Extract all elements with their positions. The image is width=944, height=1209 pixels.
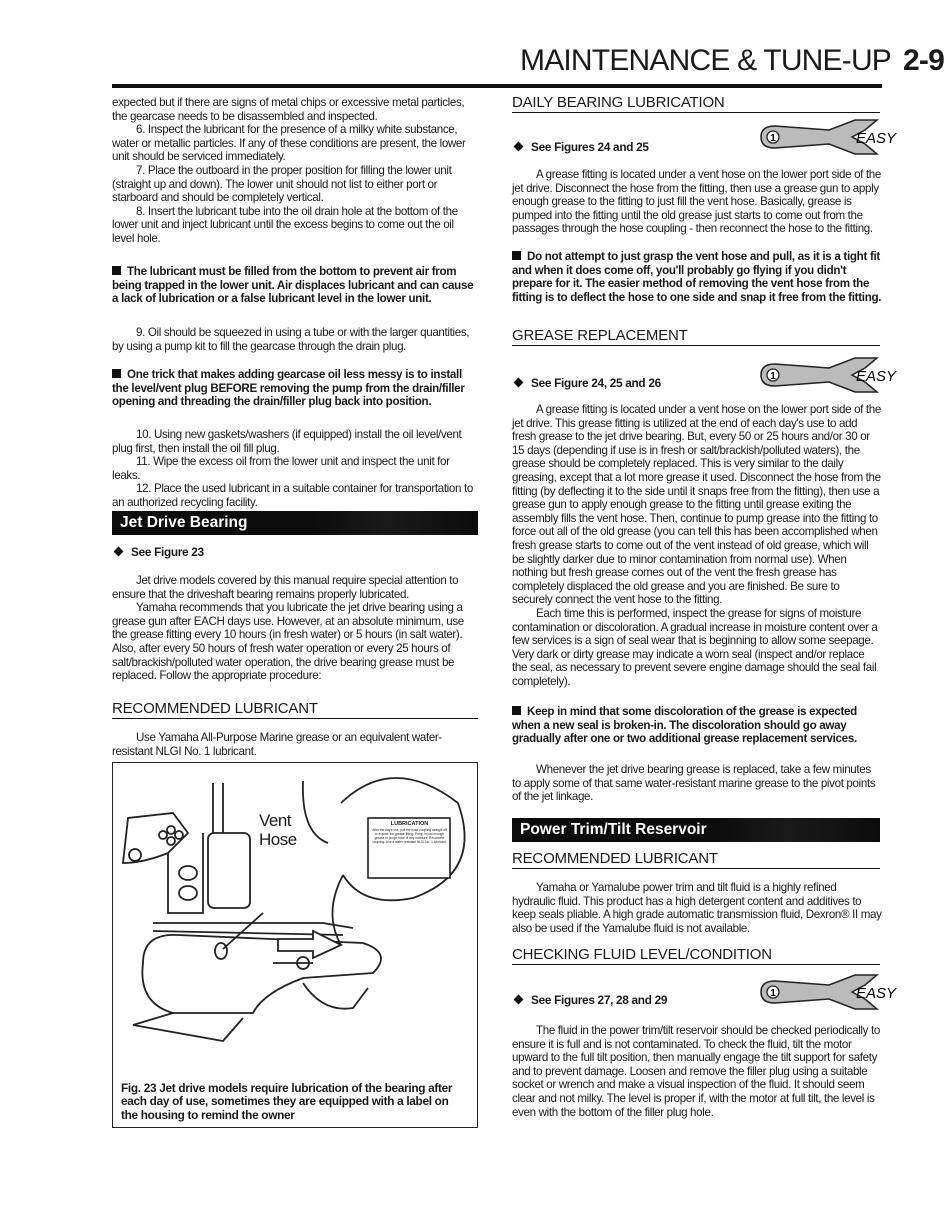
note-text: Do not attempt to just grasp the vent hose and pull, as it is a tight fit and when it does come off, you'll probably go flying if you didn't prepare for it. The easier method of removing the vent hose from the fitting is to deflect the hose to one side and snap it free from the fitting. xyxy=(512,250,882,304)
paragraph: Yamaha or Yamalube power trim and tilt fluid is a highly refined hydraulic fluid. This product has a high detergent content and additives to keep seals pliable. A high grade automatic transmission fluid, Dexron® II may also be used if the Yamalube fluid is not available. xyxy=(512,881,882,935)
see-figure-text: See Figure 24, 25 and 26 xyxy=(531,376,661,390)
page-number: 2-9 xyxy=(903,44,944,77)
diamond-icon xyxy=(514,142,524,152)
callout-vent: Vent xyxy=(259,811,292,830)
svg-text:1: 1 xyxy=(770,133,776,144)
paragraph: Yamaha recommends that you lubricate the jet drive bearing using a grease gun after EACH days use. However, at an absolute minimum, use the grease fitting every 10 hours (in fresh water) or 5 hours (in salt water). Also, after every 50 hours of fresh water operation or every 25 hours of salt/brackish/polluted water operation, the drive bearing grease must be replaced. Follow the appropriate procedure: xyxy=(112,601,464,683)
note-square-icon xyxy=(112,266,121,275)
trim-fluid-text xyxy=(512,881,882,935)
paragraph: Each time this is performed, inspect the grease for signs of moisture contamination or discoloration. A gradual increase in moisture content over a few services is a sign of seal wear that is beginning to allow some seepage. Very dark or dirty grease may indicate a worn seal (inspect and/or replace the seal, as necessary to prevent severe engine damage should the seal fail completely). xyxy=(512,606,878,688)
jet-drive-illustration xyxy=(113,763,477,1063)
see-figures xyxy=(512,140,649,154)
section-banner-power-trim: Power Trim/Tilt Reservoir xyxy=(512,818,880,842)
step-6: 6. Inspect the lubricant for the presence of a milky white substance, water or metallic particles. If any of these conditions are present, the lower unit should be serviced immediately. xyxy=(112,123,466,164)
see-figures xyxy=(512,376,661,390)
label-title: LUBRICATION xyxy=(390,821,429,827)
note-square-icon xyxy=(512,706,521,715)
svg-text:EASY: EASY xyxy=(856,985,897,1002)
checking-text xyxy=(512,1024,882,1119)
step-9-text: 9. Oil should be squeezed in using a tube or with the larger quantities, by using a pump kit to fill the gearcase through the drain plug. xyxy=(112,326,470,353)
subheading-daily-bearing-lubrication: DAILY BEARING LUBRICATION xyxy=(512,94,880,113)
step-7: 7. Place the outboard in the proper position for filling the lower unit (straight up and down). The lower unit should not list to either port or starboard and should be completely vertical. xyxy=(112,163,452,205)
see-figure-text: See Figures 24 and 25 xyxy=(531,140,649,154)
figure-caption: Fig. 23 Jet drive models require lubrication of the bearing after each day of use, sometimes they are equipped with a label on the housing to remind the owner xyxy=(121,1080,453,1123)
steps-5-8 xyxy=(112,96,478,246)
easy-wrench-badge xyxy=(757,973,897,1011)
diamond-icon xyxy=(514,995,524,1005)
see-figure-text: See Figures 27, 28 and 29 xyxy=(531,993,668,1007)
grease-replacement-text xyxy=(512,403,882,688)
paragraph: Use Yamaha All-Purpose Marine grease or an equivalent water-resistant NLGI No. 1 lubricant. xyxy=(112,731,442,758)
subheading-recommended-lubricant: RECOMMENDED LUBRICANT xyxy=(512,850,880,869)
note-vent-hose xyxy=(512,250,882,304)
step-11: 11. Wipe the excess oil from the lower unit and inspect the unit for leaks. xyxy=(112,455,450,482)
subheading-checking-fluid: CHECKING FLUID LEVEL/CONDITION xyxy=(512,946,880,965)
see-figure-text: See Figure 23 xyxy=(131,545,204,559)
vent-hose-callout xyxy=(259,811,297,849)
step-9 xyxy=(112,326,478,353)
callout-hose: Hose xyxy=(259,830,297,849)
svg-text:EASY: EASY xyxy=(856,368,897,385)
lubrication-label xyxy=(371,821,448,844)
note-text: One trick that makes adding gearcase oil less messy is to install the level/vent plug BEFORE removing the pump from the drain/filler opening and threading the drain/filler plug back into position. xyxy=(112,368,465,409)
section-banner-jet-drive: Jet Drive Bearing xyxy=(112,511,478,535)
step-8: 8. Insert the lubricant tube into the oil drain hole at the bottom of the lower unit and inject lubricant until the excess begins to come out the oil level hole. xyxy=(112,204,458,245)
steps-10-12 xyxy=(112,428,478,510)
paragraph: The fluid in the power trim/tilt reservoir should be checked periodically to ensure it is full and is not contaminated. To check the fluid, tilt the motor upward to the full tilt position, then manually engage the tilt support for safety and to prevent damage. Loosen and remove the filler plug using a suitable socket or wrench and make a visual inspection of the fluid. It should seem clear and not milky. The level is proper if, with the motor at full tilt, the level is even with the bottom of the filler plug hole. xyxy=(512,1024,880,1119)
note-text: Keep in mind that some discoloration of the grease is expected when a new seal is broken-in. The discoloration should go away gradually after one or two additional grease replacement services. xyxy=(512,705,857,746)
see-figure xyxy=(112,545,204,559)
easy-wrench-badge xyxy=(757,356,897,394)
linkage-text xyxy=(512,763,882,804)
see-figures xyxy=(512,993,667,1007)
svg-text:1: 1 xyxy=(770,988,776,999)
chapter-title: MAINTENANCE & TUNE-UP xyxy=(520,44,892,77)
note-fill-bottom xyxy=(112,265,478,306)
paragraph: Jet drive models covered by this manual require special attention to ensure that the driveshaft bearing remains properly lubricated. xyxy=(112,574,459,601)
diamond-icon xyxy=(514,378,524,388)
daily-text xyxy=(512,168,882,236)
lubricant-text xyxy=(112,731,478,758)
note-discoloration xyxy=(512,705,882,746)
paragraph: expected but if there are signs of metal chips or excessive metal particles, the gearcase needs to be disassembled and inspected. xyxy=(112,96,465,123)
page-header xyxy=(520,44,944,78)
subheading-recommended-lubricant: RECOMMENDED LUBRICANT xyxy=(112,700,478,719)
note-square-icon xyxy=(512,251,521,260)
step-10: 10. Using new gaskets/washers (if equipped) install the oil level/vent plug first, then install the oil fill plug. xyxy=(112,428,462,455)
note-square-icon xyxy=(112,369,121,378)
step-12: 12. Place the used lubricant in a suitable container for transportation to an authorized recycling facility. xyxy=(112,482,473,509)
figure-23 xyxy=(112,762,478,1128)
paragraph: Whenever the jet drive bearing grease is replaced, take a few minutes to apply some of that same water-resistant marine grease to the pivot points of the jet linkage. xyxy=(512,763,876,804)
header-rule xyxy=(112,84,882,88)
subheading-grease-replacement: GREASE REPLACEMENT xyxy=(512,327,880,346)
note-trick xyxy=(112,368,478,409)
svg-text:1: 1 xyxy=(770,371,776,382)
paragraph: A grease fitting is located under a vent hose on the lower port side of the jet drive. This grease fitting is utilized at the end of each day's use to add fresh grease to the jet drive bearing. But, every 50 or 25 hours and/or 30 or 15 days (depending if use is in fresh or salt/brackish/polluted waters), the grease should be completely replaced. This is very similar to the daily greasing, except that a lot more grease it used. Disconnect the hose from the fitting (by deflecting it to the side until it snaps free from the fitting), then use a grease gun to apply enough grease to the fitting until grease exiting the assembly fills the vent hose. Then, continue to pump grease into the fitting to force out all of the old grease (you can tell this has been accomplished when fresh grease starts to come out of the vent instead of old grease, which will be slightly darker due to minor contamination from normal use). When nothing but fresh grease comes out of the vent the fresh grease has completely displaced the old grease and you are finished. Be sure to securely connect the vent hose to the fitting. xyxy=(512,403,881,607)
label-text: After the day's use, pull the hose coupling straight off to expose the grease fitting. Pump in just enough grease to purge hose of any moisture. Reconnect coupling. Use a water-resistant NLGI No. 1 lubricant. xyxy=(372,828,447,844)
svg-text:EASY: EASY xyxy=(856,130,897,147)
easy-wrench-badge xyxy=(757,118,897,156)
note-text: The lubricant must be filled from the bottom to prevent air from being trapped in the lower unit. Air displaces lubricant and can cause a lack of lubrication or a false lubricant level in the lower unit. xyxy=(112,265,474,306)
diamond-icon xyxy=(114,547,124,557)
jet-drive-text xyxy=(112,574,478,683)
paragraph: A grease fitting is located under a vent hose on the lower port side of the jet drive. Disconnect the hose from the fitting, then use a grease gun to apply enough grease to the fitting to just fill the vent hose. Basically, grease is pumped into the fitting until the old grease just starts to come out from the passages through the hose coupling - then reconnect the hose to the fitting. xyxy=(512,168,881,236)
